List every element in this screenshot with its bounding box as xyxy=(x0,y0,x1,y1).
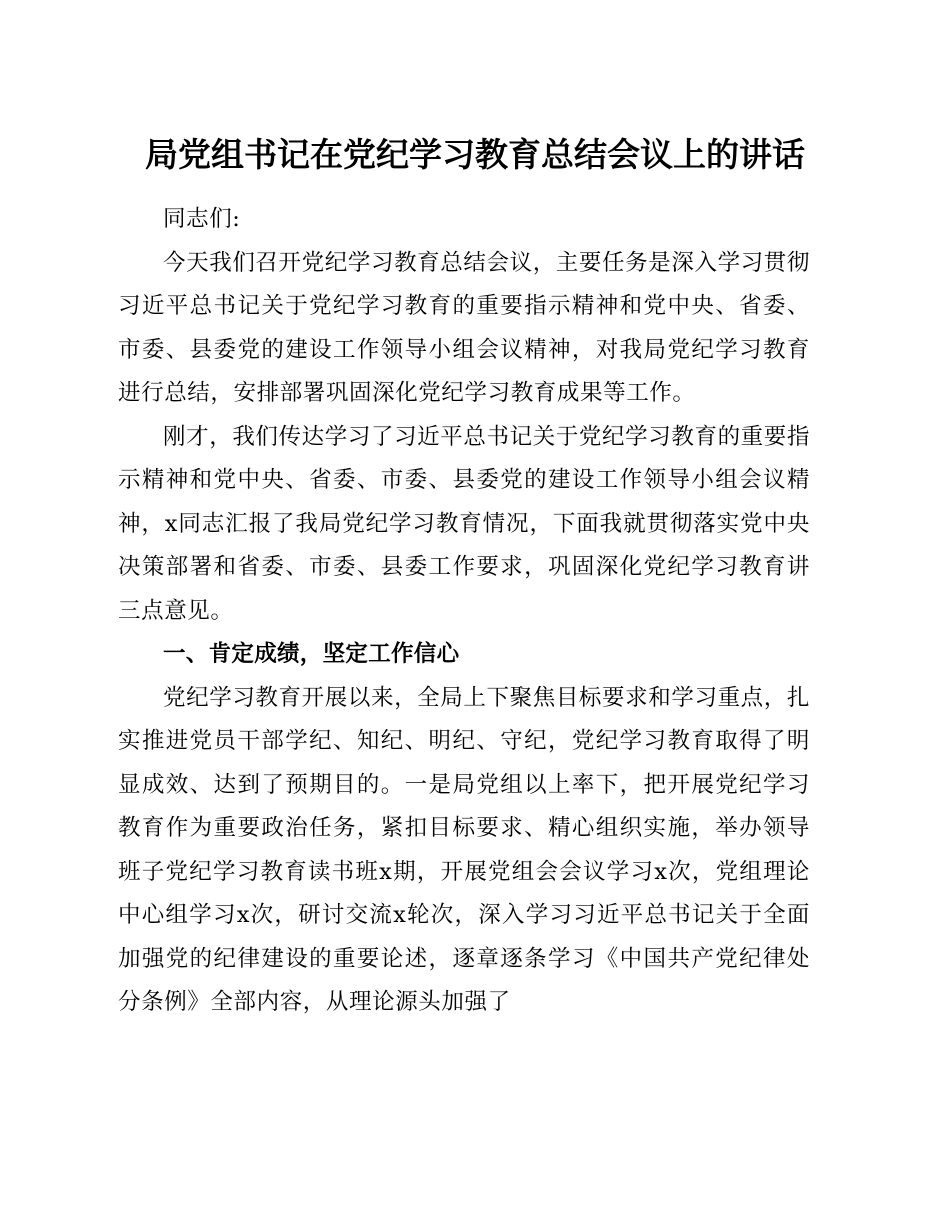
salutation: 同志们: xyxy=(163,206,241,232)
paragraph-review: 刚才，我们传达学习了习近平总书记关于党纪学习教育的重要指示精神和党中央、省委、市委、县委党的建设工作领导小组会议精神，x同志汇报了我局党纪学习教育情况，下面我就贯彻落实党中央决策部署和省委、市委、县委工作要求，巩固深化党纪学习教育讲三点意见。 xyxy=(118,423,810,624)
section-heading-1: 一、肯定成绩，坚定工作信心 xyxy=(163,641,460,667)
paragraph-achievements: 党纪学习教育开展以来，全局上下聚焦目标要求和学习重点，扎实推进党员干部学纪、知纪、明纪、守纪，党纪学习教育取得了明显成效、达到了预期目的。一是局党组以上率下，把开展党纪学习教育作为重要政治任务，紧扣目标要求、精心组织实施，举办领导班子党纪学习教育读书班x期，开展党组会会议学习x次，党组理论中心组学习x次，研讨交流x轮次，深入学习习近平总书记关于全面加强党的纪律建设的重要论述，逐章逐条学习《中国共产党纪律处分条例》全部内容，从理论源头加强了 xyxy=(118,684,810,1015)
paragraph-opening: 今天我们召开党纪学习教育总结会议，主要任务是深入学习贯彻习近平总书记关于党纪学习教育的重要指示精神和党中央、省委、市委、县委党的建设工作领导小组会议精神，对我局党纪学习教育进行总结，安排部署巩固深化党纪学习教育成果等工作。 xyxy=(118,249,810,406)
document-body xyxy=(118,198,810,1025)
document-title: 局党组书记在党纪学习教育总结会议上的讲话 xyxy=(145,135,805,174)
